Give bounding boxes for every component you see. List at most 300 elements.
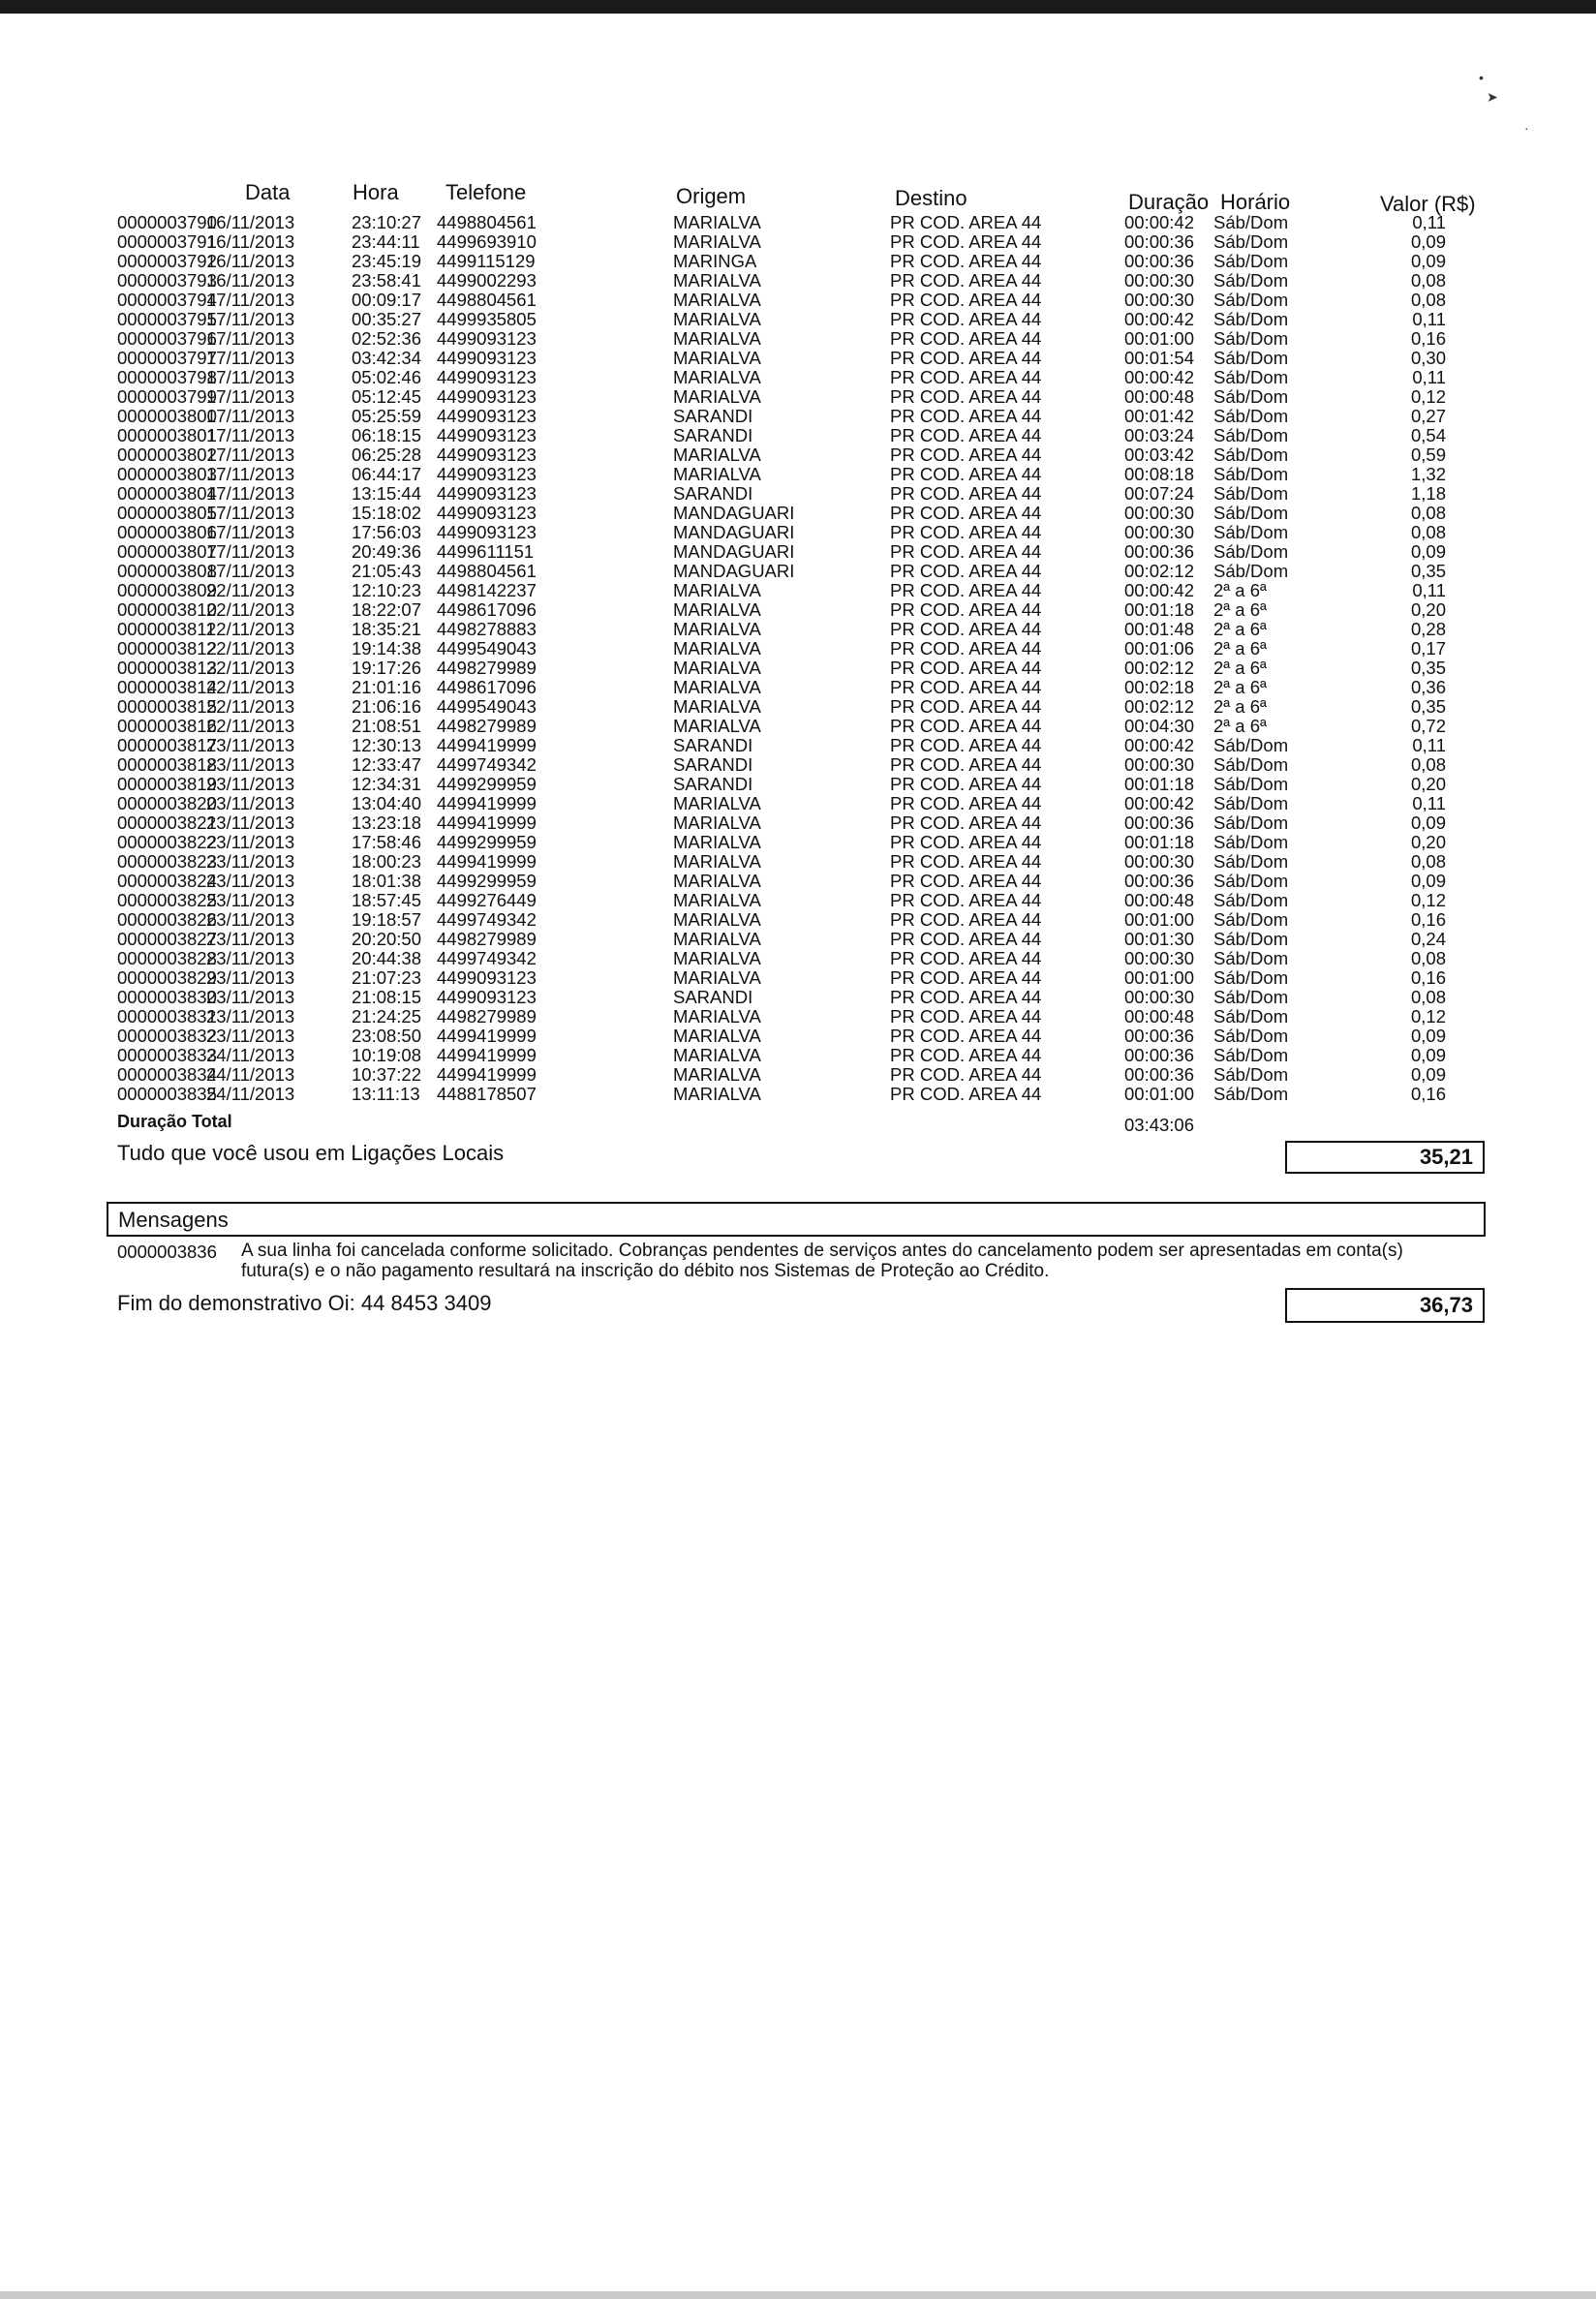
call-time: 21:07:23	[352, 967, 422, 988]
call-origin: MARIALVA	[673, 1006, 761, 1027]
call-origin: MARIALVA	[673, 290, 761, 310]
call-destination: PR COD. AREA 44	[890, 309, 1042, 329]
call-date: 23/11/2013	[206, 987, 295, 1007]
call-destination: PR COD. AREA 44	[890, 929, 1042, 949]
call-value: 0,16	[1410, 909, 1446, 930]
call-period: Sáb/Dom	[1213, 793, 1289, 813]
call-origin: SARANDI	[673, 754, 753, 775]
record-id: 0000003817	[117, 735, 217, 755]
call-origin: MARIALVA	[673, 696, 761, 717]
table-row	[117, 581, 1492, 600]
table-row	[117, 504, 1492, 523]
call-period: 2ª a 6ª	[1213, 638, 1267, 659]
call-value: 0,11	[1412, 309, 1446, 329]
call-destination: PR COD. AREA 44	[890, 290, 1042, 310]
call-value: 0,11	[1412, 793, 1446, 813]
call-value: 0,08	[1410, 290, 1446, 310]
call-destination: PR COD. AREA 44	[890, 832, 1042, 852]
record-id: 0000003818	[117, 754, 217, 775]
call-destination: PR COD. AREA 44	[890, 967, 1042, 988]
call-date: 17/11/2013	[206, 367, 295, 387]
table-row	[117, 1046, 1492, 1065]
call-period: 2ª a 6ª	[1213, 677, 1267, 697]
record-id: 0000003803	[117, 464, 217, 484]
call-date: 17/11/2013	[206, 464, 295, 484]
phone-number: 4499611151	[437, 541, 535, 562]
call-period: Sáb/Dom	[1213, 1045, 1289, 1065]
call-records-table	[117, 213, 1492, 1104]
call-period: Sáb/Dom	[1213, 871, 1289, 891]
call-time: 03:42:34	[352, 348, 422, 368]
call-destination: PR COD. AREA 44	[890, 677, 1042, 697]
table-row	[117, 852, 1492, 872]
phone-number: 4499549043	[437, 638, 537, 659]
phone-number: 4488178507	[437, 1084, 537, 1104]
call-origin: MARIALVA	[673, 716, 761, 736]
call-period: Sáb/Dom	[1213, 890, 1289, 910]
call-duration: 00:03:24	[1124, 425, 1195, 445]
call-date: 23/11/2013	[206, 812, 295, 833]
call-destination: PR COD. AREA 44	[890, 561, 1042, 581]
table-row	[117, 1085, 1492, 1104]
table-row	[117, 329, 1492, 349]
call-period: Sáb/Dom	[1213, 851, 1289, 872]
table-row	[117, 1065, 1492, 1085]
call-time: 23:08:50	[352, 1026, 422, 1046]
call-time: 02:52:36	[352, 328, 422, 349]
call-origin: MARIALVA	[673, 367, 761, 387]
call-period: Sáb/Dom	[1213, 348, 1289, 368]
call-duration: 00:01:18	[1124, 599, 1195, 620]
call-time: 05:02:46	[352, 367, 422, 387]
call-time: 18:00:23	[352, 851, 422, 872]
record-id: 0000003819	[117, 774, 217, 794]
duracao-total-value: 03:43:06	[1124, 1115, 1195, 1135]
header-data: Data	[245, 180, 291, 204]
call-duration: 00:00:36	[1124, 231, 1195, 252]
call-value: 0,72	[1410, 716, 1446, 736]
call-destination: PR COD. AREA 44	[890, 619, 1042, 639]
call-duration: 00:00:42	[1124, 735, 1195, 755]
call-origin: MARIALVA	[673, 851, 761, 872]
call-period: Sáb/Dom	[1213, 270, 1289, 291]
call-date: 23/11/2013	[206, 851, 295, 872]
call-value: 0,30	[1410, 348, 1446, 368]
call-duration: 00:00:30	[1124, 290, 1195, 310]
table-row	[117, 968, 1492, 988]
call-value: 0,27	[1410, 406, 1446, 426]
call-date: 23/11/2013	[206, 967, 295, 988]
table-row	[117, 213, 1492, 232]
call-duration: 00:00:42	[1124, 309, 1195, 329]
call-date: 23/11/2013	[206, 1006, 295, 1027]
call-destination: PR COD. AREA 44	[890, 987, 1042, 1007]
call-origin: MARIALVA	[673, 793, 761, 813]
call-date: 16/11/2013	[206, 212, 295, 232]
call-duration: 00:01:00	[1124, 1084, 1195, 1104]
record-id: 0000003824	[117, 871, 217, 891]
call-duration: 00:03:42	[1124, 444, 1195, 465]
record-id: 0000003804	[117, 483, 217, 504]
phone-number: 4499935805	[437, 309, 537, 329]
call-date: 23/11/2013	[206, 793, 295, 813]
phone-number: 4499093123	[437, 464, 537, 484]
call-value: 0,36	[1410, 677, 1446, 697]
call-period: Sáb/Dom	[1213, 967, 1289, 988]
record-id: 0000003798	[117, 367, 217, 387]
call-time: 10:19:08	[352, 1045, 422, 1065]
record-id: 0000003816	[117, 716, 217, 736]
call-duration: 00:01:42	[1124, 406, 1195, 426]
call-origin: MARIALVA	[673, 464, 761, 484]
table-row	[117, 813, 1492, 833]
call-time: 20:44:38	[352, 948, 422, 968]
call-time: 18:57:45	[352, 890, 422, 910]
call-value: 0,17	[1410, 638, 1446, 659]
call-value: 0,54	[1410, 425, 1446, 445]
call-date: 24/11/2013	[206, 1064, 295, 1085]
call-duration: 00:01:06	[1124, 638, 1195, 659]
call-destination: PR COD. AREA 44	[890, 638, 1042, 659]
call-destination: PR COD. AREA 44	[890, 212, 1042, 232]
record-id: 0000003834	[117, 1064, 217, 1085]
call-destination: PR COD. AREA 44	[890, 541, 1042, 562]
call-date: 23/11/2013	[206, 890, 295, 910]
call-time: 23:45:19	[352, 251, 422, 271]
call-origin: MARIALVA	[673, 270, 761, 291]
call-destination: PR COD. AREA 44	[890, 812, 1042, 833]
record-id: 0000003794	[117, 290, 217, 310]
table-row	[117, 930, 1492, 949]
call-period: Sáb/Dom	[1213, 231, 1289, 252]
call-period: Sáb/Dom	[1213, 561, 1289, 581]
call-duration: 00:02:12	[1124, 658, 1195, 678]
phone-number: 4499115129	[437, 251, 536, 271]
call-period: Sáb/Dom	[1213, 328, 1289, 349]
call-origin: SARANDI	[673, 735, 753, 755]
call-date: 17/11/2013	[206, 483, 295, 504]
record-id: 0000003826	[117, 909, 217, 930]
call-destination: PR COD. AREA 44	[890, 735, 1042, 755]
call-period: Sáb/Dom	[1213, 774, 1289, 794]
table-row	[117, 445, 1492, 465]
call-duration: 00:00:36	[1124, 1064, 1195, 1085]
call-duration: 00:00:48	[1124, 1006, 1195, 1027]
call-value: 0,08	[1410, 270, 1446, 291]
call-value: 0,08	[1410, 522, 1446, 542]
call-destination: PR COD. AREA 44	[890, 522, 1042, 542]
call-period: Sáb/Dom	[1213, 735, 1289, 755]
call-period: Sáb/Dom	[1213, 503, 1289, 523]
call-value: 0,09	[1410, 1064, 1446, 1085]
call-value: 0,16	[1410, 328, 1446, 349]
call-period: Sáb/Dom	[1213, 309, 1289, 329]
call-origin: MARIALVA	[673, 658, 761, 678]
call-time: 12:10:23	[352, 580, 422, 600]
call-destination: PR COD. AREA 44	[890, 503, 1042, 523]
call-date: 23/11/2013	[206, 832, 295, 852]
phone-number: 4499093123	[437, 503, 537, 523]
mensagem-text: A sua linha foi cancelada conforme solicitado. Cobranças pendentes de serviços antes do cancelamento podem ser apresentadas em conta(s) futura(s) e o não pagamento resultará na inscrição do débito nos Sistemas de Proteção ao Crédito.	[241, 1241, 1403, 1281]
call-date: 22/11/2013	[206, 580, 295, 600]
call-value: 0,08	[1410, 754, 1446, 775]
call-origin: MARIALVA	[673, 348, 761, 368]
table-row	[117, 988, 1492, 1007]
phone-number: 4499093123	[437, 444, 537, 465]
call-time: 17:56:03	[352, 522, 422, 542]
call-value: 0,09	[1410, 541, 1446, 562]
call-period: 2ª a 6ª	[1213, 580, 1267, 600]
call-value: 0,11	[1412, 735, 1446, 755]
call-value: 0,20	[1410, 832, 1446, 852]
record-id: 0000003792	[117, 251, 217, 271]
call-date: 22/11/2013	[206, 619, 295, 639]
call-value: 1,32	[1410, 464, 1446, 484]
call-date: 23/11/2013	[206, 929, 295, 949]
call-date: 22/11/2013	[206, 599, 295, 620]
call-value: 0,08	[1410, 948, 1446, 968]
call-destination: PR COD. AREA 44	[890, 1026, 1042, 1046]
call-origin: MARIALVA	[673, 619, 761, 639]
call-destination: PR COD. AREA 44	[890, 1064, 1042, 1085]
call-value: 0,35	[1410, 658, 1446, 678]
call-date: 22/11/2013	[206, 638, 295, 659]
call-destination: PR COD. AREA 44	[890, 1006, 1042, 1027]
call-duration: 00:01:00	[1124, 967, 1195, 988]
call-date: 17/11/2013	[206, 406, 295, 426]
phone-number: 4499749342	[437, 909, 537, 930]
call-value: 1,18	[1410, 483, 1446, 504]
table-row	[117, 387, 1492, 407]
call-date: 23/11/2013	[206, 948, 295, 968]
call-value: 0,09	[1410, 812, 1446, 833]
call-date: 16/11/2013	[206, 231, 295, 252]
call-date: 17/11/2013	[206, 541, 295, 562]
call-period: Sáb/Dom	[1213, 367, 1289, 387]
call-duration: 00:07:24	[1124, 483, 1195, 504]
call-origin: MARIALVA	[673, 638, 761, 659]
call-origin: SARANDI	[673, 406, 753, 426]
call-duration: 00:02:18	[1124, 677, 1195, 697]
call-origin: MARIALVA	[673, 309, 761, 329]
record-id: 0000003793	[117, 270, 217, 291]
record-id: 0000003790	[117, 212, 217, 232]
call-destination: PR COD. AREA 44	[890, 367, 1042, 387]
call-duration: 00:00:36	[1124, 871, 1195, 891]
call-date: 23/11/2013	[206, 1026, 295, 1046]
call-value: 0,59	[1410, 444, 1446, 465]
table-row	[117, 600, 1492, 620]
phone-number: 4498804561	[437, 212, 537, 232]
call-value: 0,08	[1410, 987, 1446, 1007]
call-time: 21:01:16	[352, 677, 422, 697]
phone-number: 4499419999	[437, 793, 537, 813]
mensagens-title: Mensagens	[118, 1208, 229, 1232]
phone-number: 4498617096	[437, 677, 537, 697]
scan-bottom-edge	[0, 2291, 1596, 2299]
call-destination: PR COD. AREA 44	[890, 890, 1042, 910]
call-time: 19:18:57	[352, 909, 422, 930]
call-destination: PR COD. AREA 44	[890, 909, 1042, 930]
record-id: 0000003835	[117, 1084, 217, 1104]
phone-number: 4499002293	[437, 270, 537, 291]
call-time: 05:25:59	[352, 406, 422, 426]
call-time: 10:37:22	[352, 1064, 422, 1085]
scan-top-edge	[0, 0, 1596, 14]
phone-number: 4498279989	[437, 929, 537, 949]
call-value: 0,08	[1410, 503, 1446, 523]
call-date: 22/11/2013	[206, 696, 295, 717]
call-time: 13:23:18	[352, 812, 422, 833]
call-period: Sáb/Dom	[1213, 1084, 1289, 1104]
call-value: 0,11	[1412, 367, 1446, 387]
call-duration: 00:00:36	[1124, 251, 1195, 271]
phone-number: 4498278883	[437, 619, 537, 639]
call-time: 23:44:11	[352, 231, 420, 252]
call-date: 17/11/2013	[206, 309, 295, 329]
table-row	[117, 232, 1492, 252]
phone-number: 4499299959	[437, 832, 537, 852]
call-period: Sáb/Dom	[1213, 425, 1289, 445]
mensagem-id: 0000003836	[117, 1241, 217, 1262]
record-id: 0000003822	[117, 832, 217, 852]
call-origin: MANDAGUARI	[673, 503, 795, 523]
call-duration: 00:00:36	[1124, 1045, 1195, 1065]
record-id: 0000003806	[117, 522, 217, 542]
call-time: 13:11:13	[352, 1084, 420, 1104]
call-duration: 00:01:00	[1124, 328, 1195, 349]
record-id: 0000003800	[117, 406, 217, 426]
call-value: 0,16	[1410, 967, 1446, 988]
call-destination: PR COD. AREA 44	[890, 444, 1042, 465]
call-time: 06:25:28	[352, 444, 422, 465]
call-time: 23:10:27	[352, 212, 422, 232]
call-duration: 00:00:30	[1124, 522, 1195, 542]
call-duration: 00:00:30	[1124, 987, 1195, 1007]
call-period: Sáb/Dom	[1213, 212, 1289, 232]
record-id: 0000003797	[117, 348, 217, 368]
call-date: 17/11/2013	[206, 444, 295, 465]
call-value: 0,09	[1410, 251, 1446, 271]
call-origin: MANDAGUARI	[673, 561, 795, 581]
call-value: 0,28	[1410, 619, 1446, 639]
call-duration: 00:02:12	[1124, 561, 1195, 581]
record-id: 0000003795	[117, 309, 217, 329]
phone-number: 4499299959	[437, 774, 537, 794]
call-value: 0,20	[1410, 599, 1446, 620]
call-period: Sáb/Dom	[1213, 406, 1289, 426]
phone-number: 4499419999	[437, 1045, 537, 1065]
call-destination: PR COD. AREA 44	[890, 580, 1042, 600]
phone-number: 4499093123	[437, 367, 537, 387]
call-time: 00:09:17	[352, 290, 422, 310]
call-period: Sáb/Dom	[1213, 1064, 1289, 1085]
call-origin: MARIALVA	[673, 967, 761, 988]
call-value: 0,35	[1410, 696, 1446, 717]
call-period: Sáb/Dom	[1213, 541, 1289, 562]
call-destination: PR COD. AREA 44	[890, 1084, 1042, 1104]
call-value: 0,09	[1410, 871, 1446, 891]
call-time: 17:58:46	[352, 832, 422, 852]
call-period: Sáb/Dom	[1213, 386, 1289, 407]
phone-number: 4499093123	[437, 522, 537, 542]
table-row	[117, 465, 1492, 484]
record-id: 0000003832	[117, 1026, 217, 1046]
table-row	[117, 678, 1492, 697]
call-destination: PR COD. AREA 44	[890, 406, 1042, 426]
call-value: 0,09	[1410, 1026, 1446, 1046]
phone-number: 4499093123	[437, 987, 537, 1007]
call-period: Sáb/Dom	[1213, 464, 1289, 484]
call-duration: 00:00:30	[1124, 851, 1195, 872]
call-time: 18:35:21	[352, 619, 422, 639]
call-origin: MARIALVA	[673, 948, 761, 968]
record-id: 0000003799	[117, 386, 217, 407]
call-origin: MARIALVA	[673, 231, 761, 252]
record-id: 0000003809	[117, 580, 217, 600]
call-duration: 00:01:54	[1124, 348, 1195, 368]
phone-number: 4499093123	[437, 425, 537, 445]
mensagens-header	[107, 1202, 1486, 1237]
table-row	[117, 291, 1492, 310]
call-origin: MANDAGUARI	[673, 541, 795, 562]
record-id: 0000003833	[117, 1045, 217, 1065]
table-row	[117, 659, 1492, 678]
call-origin: SARANDI	[673, 774, 753, 794]
call-destination: PR COD. AREA 44	[890, 425, 1042, 445]
call-time: 12:34:31	[352, 774, 422, 794]
call-origin: SARANDI	[673, 483, 753, 504]
call-time: 13:04:40	[352, 793, 422, 813]
call-date: 22/11/2013	[206, 716, 295, 736]
call-value: 0,08	[1410, 851, 1446, 872]
ligacoes-locais-label: Tudo que você usou em Ligações Locais	[117, 1141, 505, 1165]
call-value: 0,09	[1410, 231, 1446, 252]
record-id: 0000003810	[117, 599, 217, 620]
call-destination: PR COD. AREA 44	[890, 948, 1042, 968]
table-row	[117, 368, 1492, 387]
record-id: 0000003825	[117, 890, 217, 910]
table-row	[117, 542, 1492, 562]
call-duration: 00:04:30	[1124, 716, 1195, 736]
call-duration: 00:08:18	[1124, 464, 1195, 484]
record-id: 0000003831	[117, 1006, 217, 1027]
call-time: 20:20:50	[352, 929, 422, 949]
call-destination: PR COD. AREA 44	[890, 328, 1042, 349]
table-row	[117, 1027, 1492, 1046]
call-origin: MARIALVA	[673, 444, 761, 465]
call-time: 18:01:38	[352, 871, 422, 891]
scan-mark: ·	[1524, 120, 1529, 136]
call-date: 22/11/2013	[206, 677, 295, 697]
call-duration: 00:00:36	[1124, 1026, 1195, 1046]
call-time: 12:30:13	[352, 735, 422, 755]
call-date: 24/11/2013	[206, 1084, 295, 1104]
call-time: 21:08:15	[352, 987, 422, 1007]
table-row	[117, 620, 1492, 639]
call-origin: MARIALVA	[673, 909, 761, 930]
call-origin: MARIALVA	[673, 871, 761, 891]
duracao-total-label: Duração Total	[117, 1112, 232, 1131]
record-id: 0000003820	[117, 793, 217, 813]
call-destination: PR COD. AREA 44	[890, 658, 1042, 678]
call-time: 23:58:41	[352, 270, 422, 291]
call-period: Sáb/Dom	[1213, 522, 1289, 542]
call-period: 2ª a 6ª	[1213, 599, 1267, 620]
call-origin: MARIALVA	[673, 212, 761, 232]
record-id: 0000003827	[117, 929, 217, 949]
phone-number: 4499549043	[437, 696, 537, 717]
